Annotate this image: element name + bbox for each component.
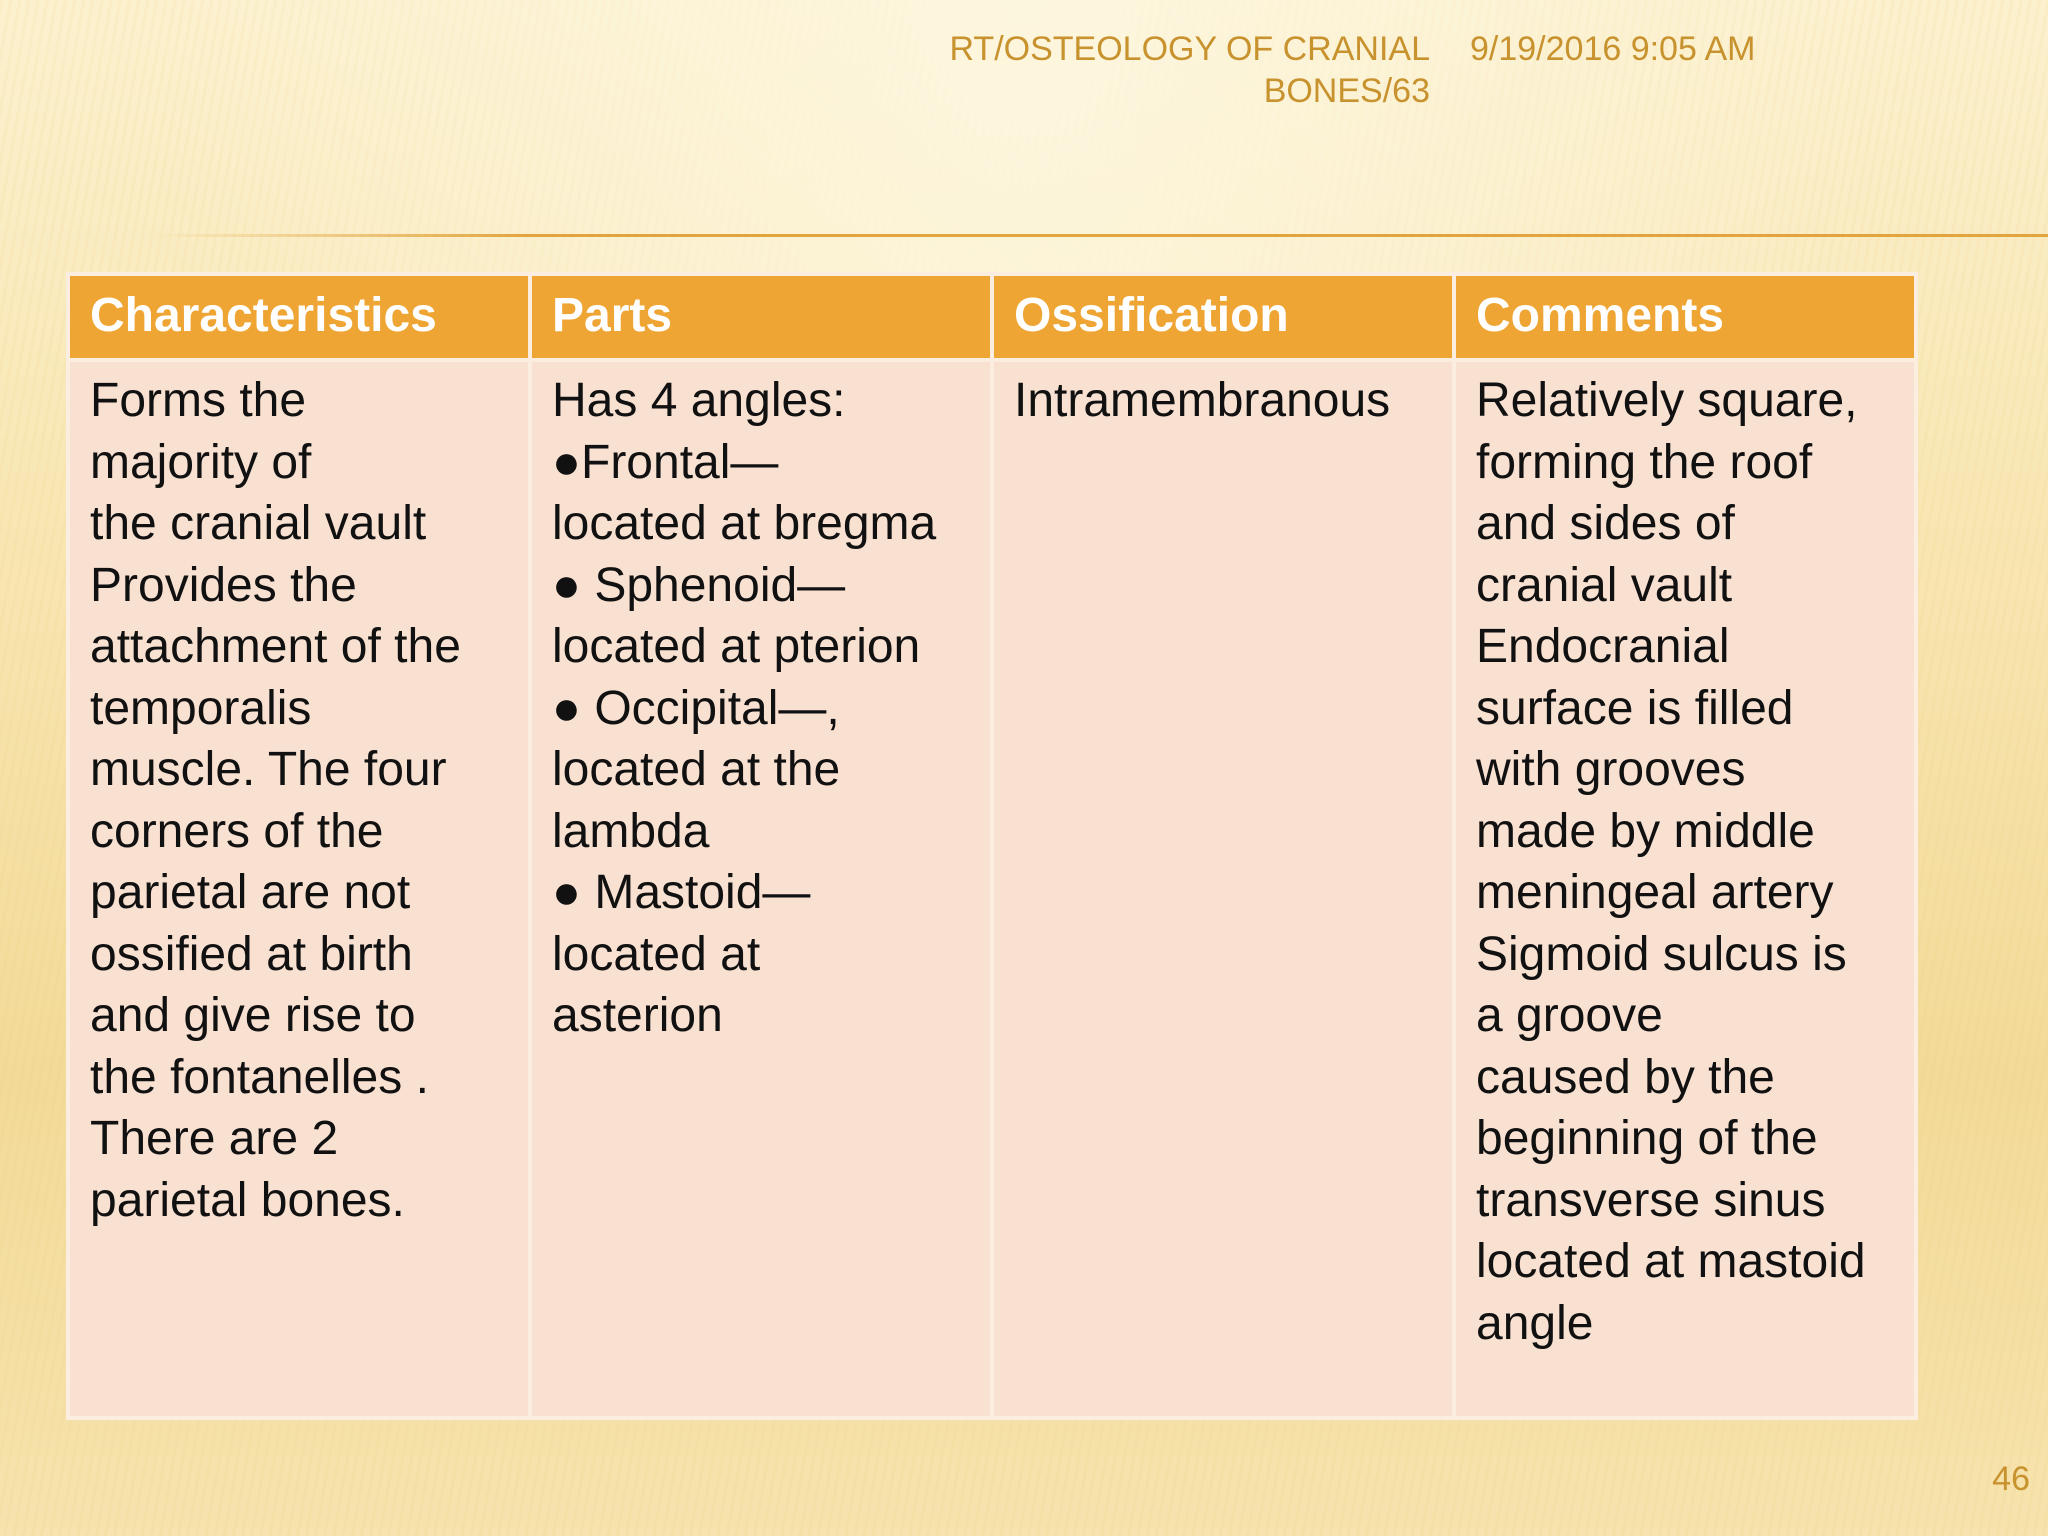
- cell-line: asterion: [552, 989, 723, 1042]
- cell-line: corners of the: [90, 804, 384, 858]
- column-header-characteristics: Characteristics: [68, 274, 530, 360]
- cell-line: Endocranial: [1476, 620, 1730, 673]
- cell-line: located at mastoid: [1476, 1235, 1866, 1288]
- cell-line: lambda: [552, 804, 710, 858]
- cell-line: ● Sphenoid—: [552, 558, 846, 612]
- cell-line: meningeal artery: [1476, 866, 1834, 919]
- cell-line: Relatively square,: [1476, 374, 1858, 427]
- header-divider: [150, 234, 2048, 237]
- cell-line: muscle. The four: [90, 743, 447, 796]
- cell-line: located at bregma: [552, 497, 937, 550]
- cell-line: surface is filled: [1476, 681, 1794, 735]
- cell-line: Intramembranous: [1014, 374, 1391, 427]
- cell-line: and give rise to: [90, 989, 416, 1042]
- cell-line: forming the roof: [1476, 435, 1813, 489]
- cell-comments: [1454, 360, 1916, 1418]
- cell-line: There are 2: [90, 1112, 339, 1165]
- cell-line: ● Occipital—,: [552, 681, 840, 735]
- column-header-ossification: Ossification: [992, 274, 1454, 360]
- cell-line: Forms the: [90, 374, 307, 427]
- cell-line: transverse sinus: [1476, 1173, 1826, 1227]
- cell-line: located at pterion: [552, 620, 921, 673]
- cell-line: Has 4 angles:: [552, 374, 846, 427]
- table-header-row: [68, 274, 1916, 360]
- cell-line: the cranial vault: [90, 497, 427, 550]
- cell-line: the fontanelles .: [90, 1050, 429, 1104]
- page-number: 46: [1992, 1460, 2030, 1498]
- cell-line: located at the: [552, 743, 841, 796]
- header-title-line-2: BONES/63: [1263, 72, 1430, 110]
- column-header-comments: Comments: [1454, 274, 1916, 360]
- cell-line: temporalis: [90, 681, 312, 735]
- cell-line: located at: [552, 927, 761, 981]
- cell-line: parietal bones.: [90, 1173, 405, 1227]
- cell-ossification: [992, 360, 1454, 1418]
- cell-line: attachment of the: [90, 620, 461, 673]
- parietal-bone-table: [66, 272, 1918, 1420]
- cell-line: cranial vault: [1476, 558, 1733, 612]
- header-datetime: 9/19/2016 9:05 AM: [1470, 30, 1756, 68]
- header-title-line-1: RT/OSTEOLOGY OF CRANIAL: [949, 30, 1430, 68]
- cell-line: Provides the: [90, 558, 357, 612]
- cell-parts: [530, 360, 992, 1418]
- cell-line: beginning of the: [1476, 1112, 1818, 1165]
- cell-line: made by middle: [1476, 804, 1815, 858]
- cell-line: Sigmoid sulcus is: [1476, 927, 1847, 981]
- cell-characteristics: [68, 360, 530, 1418]
- cell-line: ●Frontal—: [552, 435, 779, 489]
- cell-line: ossified at birth: [90, 927, 413, 981]
- cell-line: caused by the: [1476, 1050, 1775, 1104]
- cell-line: angle: [1476, 1296, 1594, 1350]
- cell-line: with grooves: [1476, 743, 1746, 796]
- table-row: [68, 360, 1916, 1418]
- slide-header-title: [900, 28, 1430, 112]
- cell-line: majority of: [90, 435, 312, 489]
- column-header-parts: Parts: [530, 274, 992, 360]
- cell-line: and sides of: [1476, 497, 1735, 550]
- cell-line: ● Mastoid—: [552, 866, 811, 919]
- cell-line: parietal are not: [90, 866, 411, 919]
- cell-line: a groove: [1476, 989, 1663, 1042]
